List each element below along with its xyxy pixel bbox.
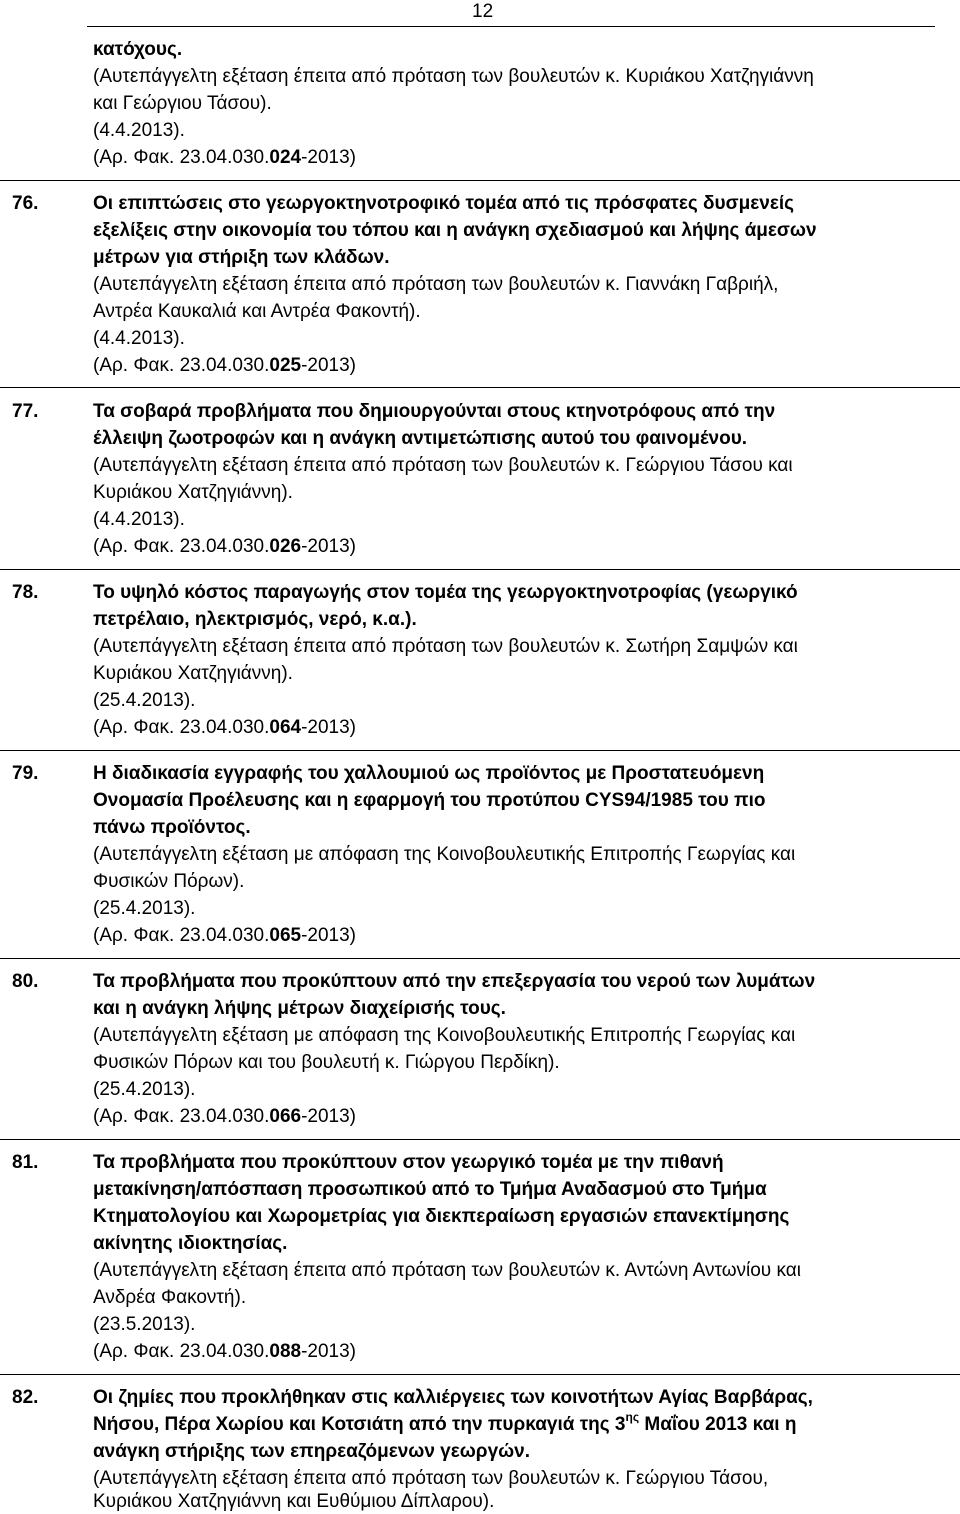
item-source-line: (Αυτεπάγγελτη εξέταση με απόφαση της Κοινοβουλευτικής Επιτροπής Γεωργίας και [93, 844, 796, 865]
item-divider [0, 958, 960, 959]
item-reference: (Αρ. Φακ. 23.04.030.024-2013) [93, 147, 356, 168]
item-number: 82. [12, 1387, 39, 1408]
item-reference: (Αρ. Φακ. 23.04.030.066-2013) [93, 1106, 356, 1127]
item-source-line: (Αυτεπάγγελτη εξέταση με απόφαση της Κοινοβουλευτικής Επιτροπής Γεωργίας και [93, 1025, 796, 1046]
item-source-line: Κυριάκου Χατζηγιάννη). [93, 482, 293, 503]
item-source-line: (Αυτεπάγγελτη εξέταση έπειτα από πρόταση των βουλευτών κ. Γιαννάκη Γαβριήλ, [93, 274, 779, 295]
item-reference: (Αρ. Φακ. 23.04.030.065-2013) [93, 925, 356, 946]
item-number: 80. [12, 971, 39, 992]
item-source-line: (Αυτεπάγγελτη εξέταση έπειτα από πρόταση των βουλευτών κ. Γεώργιου Τάσου και [93, 455, 793, 476]
item-title-line: Τα προβλήματα που προκύπτουν από την επεξεργασία του νερού των λυμάτων [93, 971, 816, 992]
item-divider [0, 569, 960, 570]
item-title-line: Οι επιπτώσεις στο γεωργοκτηνοτροφικό τομέα από τις πρόσφατες δυσμενείς [93, 193, 794, 214]
item-title-line: Οι ζημίες που προκλήθηκαν στις καλλιέργειες των κοινοτήτων Αγίας Βαρβάρας, [93, 1387, 813, 1408]
item-title-line: Τα προβλήματα που προκύπτουν στον γεωργικό τομέα με την πιθανή [93, 1152, 724, 1173]
item-source-line: Αντρέα Καυκαλιά και Αντρέα Φακοντή). [93, 301, 421, 322]
item-title-line: και η ανάγκη λήψης μέτρων διαχείρισής τους. [93, 998, 506, 1019]
item-reference: (Αρ. Φακ. 23.04.030.088-2013) [93, 1341, 356, 1362]
item-source-line: Κυριάκου Χατζηγιάννη και Ευθύμιου Δίπλαρου). [93, 1491, 495, 1512]
item-date: (4.4.2013). [93, 328, 185, 349]
item-title-line: εξελίξεις στην οικονομία του τόπου και η ανάγκη σχεδιασμού και λήψης άμεσων [93, 220, 817, 241]
item-title-line: μέτρων για στήριξη των κλάδων. [93, 247, 390, 268]
item-source-line: (Αυτεπάγγελτη εξέταση έπειτα από πρόταση των βουλευτών κ. Σωτήρη Σαμψών και [93, 636, 798, 657]
item-title-line: Το υψηλό κόστος παραγωγής στον τομέα της γεωργοκτηνοτροφίας (γεωργικό [93, 582, 798, 603]
item-divider [0, 180, 960, 181]
item-reference: (Αρ. Φακ. 23.04.030.025-2013) [93, 355, 356, 376]
item-title-line: ανάγκη στήριξης των επηρεαζόμενων γεωργών. [93, 1441, 531, 1462]
item-number: 77. [12, 401, 39, 422]
item-source-line: Ανδρέα Φακοντή). [93, 1287, 247, 1308]
item-date: (25.4.2013). [93, 1079, 196, 1100]
item-title-line: έλλειψη ζωοτροφών και η ανάγκη αντιμετώπισης αυτού του φαινομένου. [93, 428, 748, 449]
item-date: (4.4.2013). [93, 120, 185, 141]
item-number: 79. [12, 763, 39, 784]
item-source-line: Κυριάκου Χατζηγιάννη). [93, 663, 293, 684]
item-date: (4.4.2013). [93, 509, 185, 530]
item-source-line: (Αυτεπάγγελτη εξέταση έπειτα από πρόταση των βουλευτών κ. Αντώνη Αντωνίου και [93, 1260, 801, 1281]
item-reference: (Αρ. Φακ. 23.04.030.026-2013) [93, 536, 356, 557]
header-rule [87, 26, 935, 27]
item-divider [0, 1139, 960, 1140]
item-source-line: (Αυτεπάγγελτη εξέταση έπειτα από πρόταση των βουλευτών κ. Κυριάκου Χατζηγιάννη [93, 66, 814, 87]
item-title-line: Νήσου, Πέρα Χωρίου και Κοτσιάτη από την πυρκαγιά της $3^{\eta\varsigma}$ Μαΐου 2013 και η [93, 1409, 797, 1435]
item-source-line: και Γεώργιου Τάσου). [93, 93, 272, 114]
item-source-line: Φυσικών Πόρων και του βουλευτή κ. Γιώργου Περδίκη). [93, 1052, 560, 1073]
item-source-line: Φυσικών Πόρων). [93, 871, 245, 892]
item-number: 76. [12, 193, 39, 214]
item-number: 78. [12, 582, 39, 603]
item-title-line: πετρέλαιο, ηλεκτρισμός, νερό, κ.α.). [93, 609, 417, 630]
item-date: (25.4.2013). [93, 898, 196, 919]
item-number: 81. [12, 1152, 39, 1173]
item-title-line: Κτηματολογίου και Χωρομετρίας για διεκπεραίωση εργασιών επανεκτίμησης [93, 1206, 790, 1227]
page-number: 12 [472, 1, 494, 22]
item-reference: (Αρ. Φακ. 23.04.030.064-2013) [93, 717, 356, 738]
item-title-line: Τα σοβαρά προβλήματα που δημιουργούνται στους κτηνοτρόφους από την [93, 401, 776, 422]
item-divider [0, 1374, 960, 1375]
item-divider [0, 750, 960, 751]
item-divider [0, 387, 960, 388]
item-date: (25.4.2013). [93, 690, 196, 711]
item-date: (23.5.2013). [93, 1314, 196, 1335]
item-title-line: μετακίνηση/απόσπαση προσωπικού από το Τμήμα Αναδασμού στο Τμήμα [93, 1179, 767, 1200]
item-title-line: Ονομασία Προέλευσης και η εφαρμογή του προτύπου CYS94/1985 του πιο [93, 790, 766, 811]
item-title-line: πάνω προϊόντος. [93, 817, 251, 838]
item-source-line: (Αυτεπάγγελτη εξέταση έπειτα από πρόταση των βουλευτών κ. Γεώργιου Τάσου, [93, 1468, 769, 1489]
item-title-line: κατόχους. [93, 39, 183, 60]
item-title-line: ακίνητης ιδιοκτησίας. [93, 1233, 288, 1254]
item-title-line: Η διαδικασία εγγραφής του χαλλουμιού ως προϊόντος με Προστατευόμενη [93, 763, 765, 784]
